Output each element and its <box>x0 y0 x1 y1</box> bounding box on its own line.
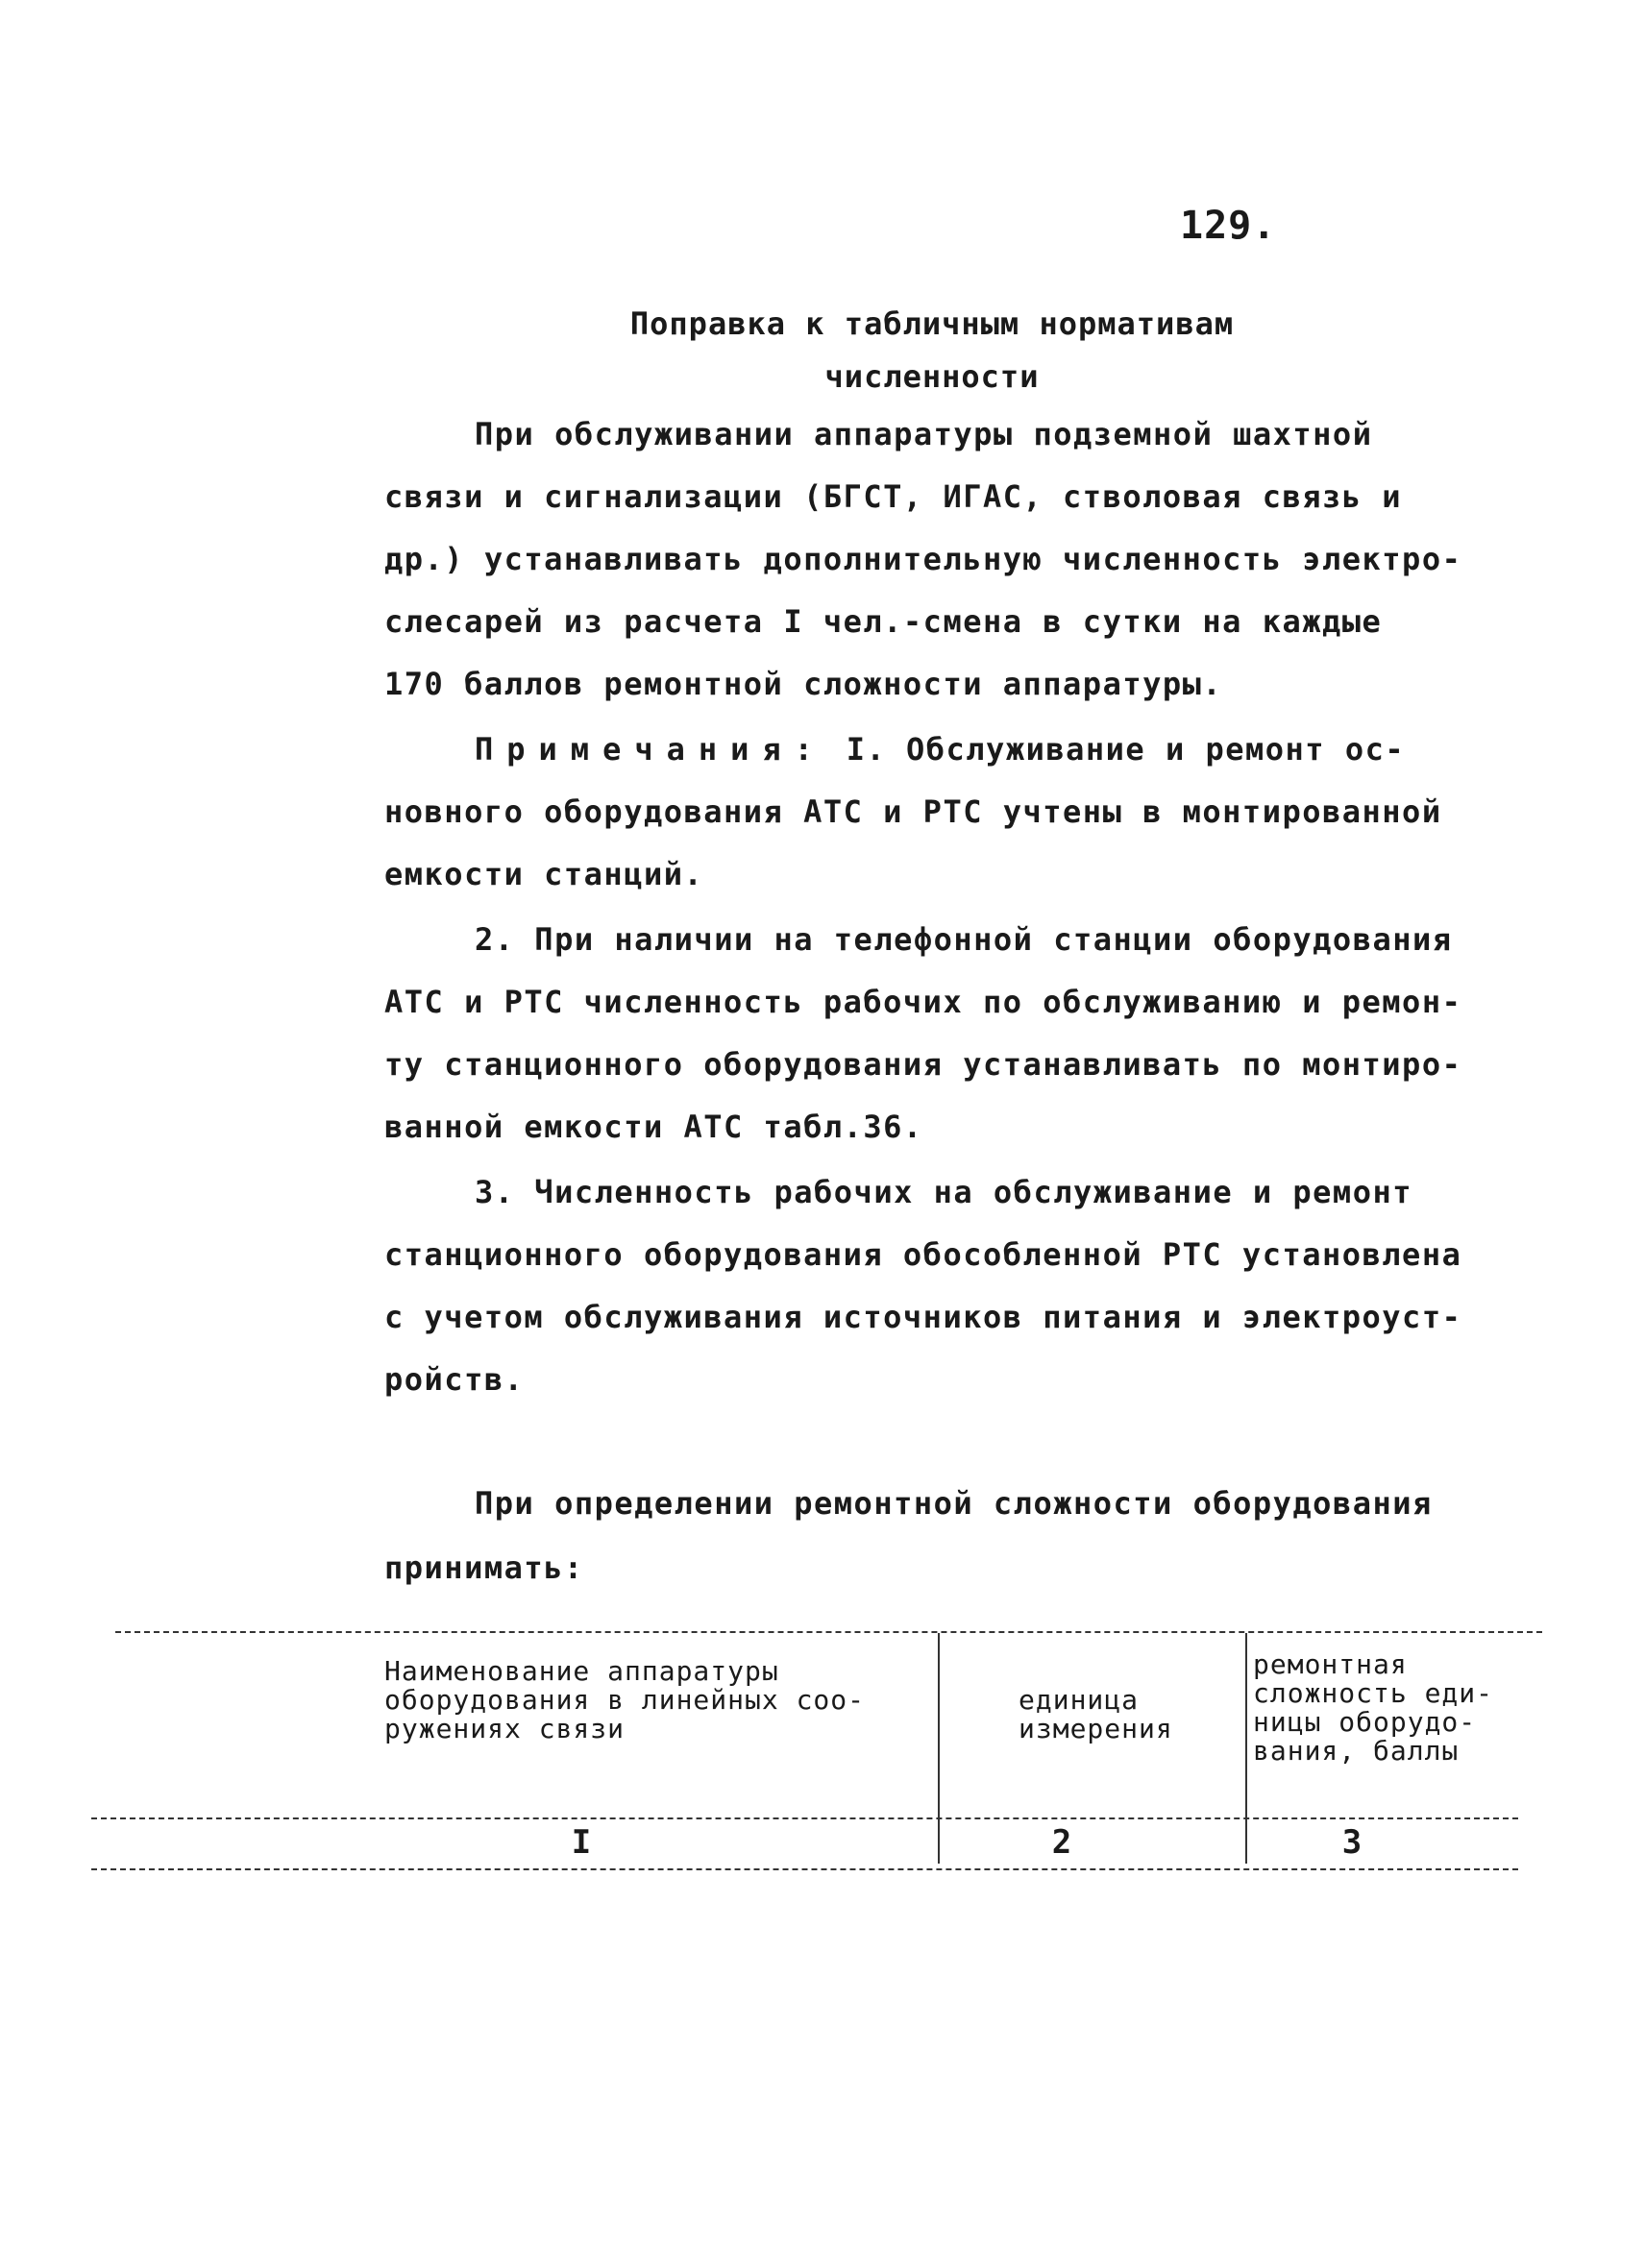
note-2-line: ту станционного оборудования устанавливать по монтиро- <box>384 1046 1462 1083</box>
paragraph-1-line: слесарей из расчета I чел.-смена в сутки на каждые <box>384 603 1383 640</box>
note-1-line: емкости станций. <box>384 856 704 892</box>
table-header-line: ружениях связи <box>384 1713 626 1744</box>
column-number-2: 2 <box>1051 1823 1072 1862</box>
table-top-rule <box>115 1631 1542 1633</box>
note-1-line: I. Обслуживание и ремонт ос- <box>846 731 1406 768</box>
table-header-col-2 <box>1019 1686 1173 1744</box>
paragraph-1-line: При обслуживании аппаратуры подземной шахтной <box>475 416 1373 452</box>
table-header-line: вания, баллы <box>1253 1735 1460 1767</box>
table-column-number-rule <box>91 1868 1518 1870</box>
note-3-line: 3. Численность рабочих на обслуживание и ремонт <box>475 1174 1412 1210</box>
note-1-first-line <box>475 730 1512 768</box>
note-2-line: АТС и РТС численность рабочих по обслуживанию и ремон- <box>384 984 1462 1020</box>
heading-line-1: Поправка к табличным нормативам <box>629 305 1235 342</box>
notes-label: Примечания: <box>475 731 826 768</box>
note-3-line: ройств. <box>384 1361 525 1398</box>
table-header-line: сложность еди- <box>1253 1677 1494 1709</box>
table-header-line: оборудования в линейных соо- <box>384 1684 866 1716</box>
table-header-rule <box>91 1817 1518 1819</box>
table-header-col-1 <box>384 1657 865 1744</box>
page-number: 129. <box>1180 204 1277 248</box>
table-header-line: измерения <box>1019 1713 1173 1744</box>
note-2-line: 2. При наличии на телефонной станции оборудования <box>475 921 1453 958</box>
intro-line: При определении ремонтной сложности оборудования <box>475 1485 1433 1522</box>
table-column-divider <box>938 1633 940 1864</box>
intro-line: принимать: <box>384 1549 584 1586</box>
table-header-line: единица <box>1019 1684 1140 1716</box>
paragraph-1-line: 170 баллов ремонтной сложности аппаратуры. <box>384 666 1223 702</box>
note-2-line: ванной емкости АТС табл.36. <box>384 1109 923 1145</box>
table-header-line: ремонтная <box>1253 1648 1408 1680</box>
table-header-col-3 <box>1253 1650 1493 1766</box>
column-number-3: 3 <box>1341 1823 1363 1862</box>
table-header-line: Наименование аппаратуры <box>384 1655 779 1687</box>
table-column-divider <box>1245 1633 1247 1864</box>
paragraph-1-line: др.) устанавливать дополнительную численность электро- <box>384 541 1462 577</box>
heading-line-2: численности <box>824 358 1040 395</box>
note-1-line: новного оборудования АТС и РТС учтены в монтированной <box>384 793 1442 830</box>
note-3-line: станционного оборудования обособленной РТС установлена <box>384 1236 1462 1273</box>
column-number-1: I <box>571 1823 592 1862</box>
note-3-line: с учетом обслуживания источников питания и электроуст- <box>384 1299 1462 1335</box>
table-header-line: ницы оборудо- <box>1253 1706 1477 1738</box>
paragraph-1-line: связи и сигнализации (БГСТ, ИГАС, стволовая связь и <box>384 478 1403 515</box>
